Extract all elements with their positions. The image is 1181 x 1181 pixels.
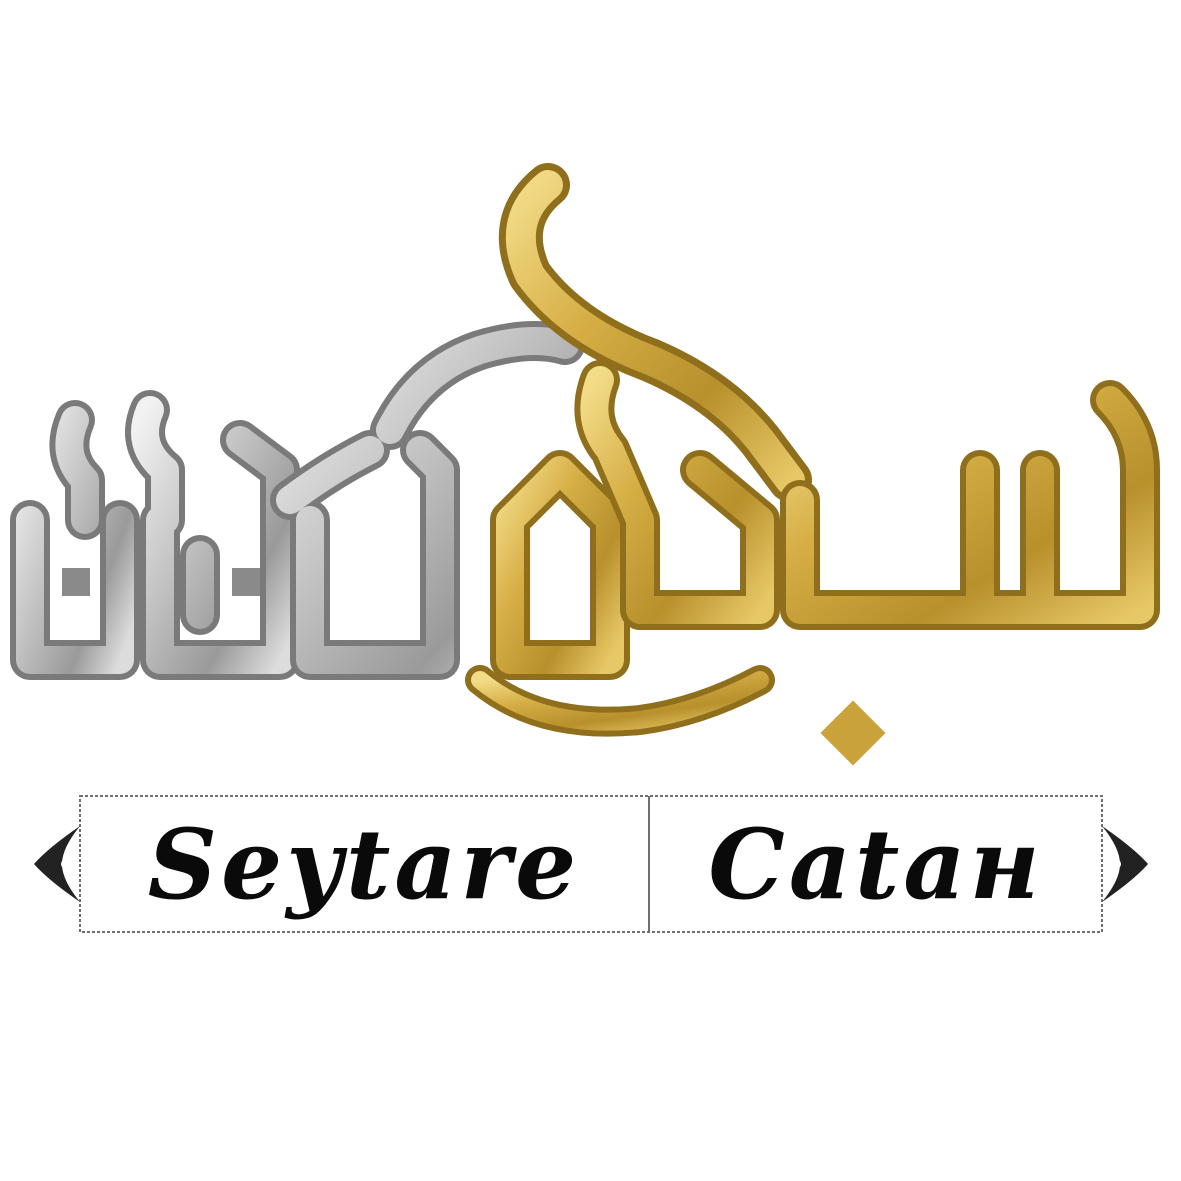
gold-letter-right-inner	[800, 400, 1140, 610]
ornament-left-shape	[34, 826, 80, 902]
silver-diamond-2	[232, 568, 260, 596]
silver-diamond-1	[62, 568, 90, 596]
ornament-right-shape	[1102, 826, 1148, 902]
ornament-left	[34, 826, 80, 902]
ornament-right	[1102, 826, 1148, 902]
ornament-right-dot	[1111, 859, 1121, 869]
gold-diamond-dot	[820, 700, 885, 765]
subtitle-word-catan: Cataн	[708, 807, 1044, 921]
silver-calligraphy-word	[30, 341, 565, 660]
gold-calligraphy-word	[480, 185, 1140, 766]
silver-stroke-inner-a	[30, 420, 120, 660]
ornament-left-dot	[61, 859, 71, 869]
subtitle-word-seytare: Seytare	[147, 807, 581, 921]
